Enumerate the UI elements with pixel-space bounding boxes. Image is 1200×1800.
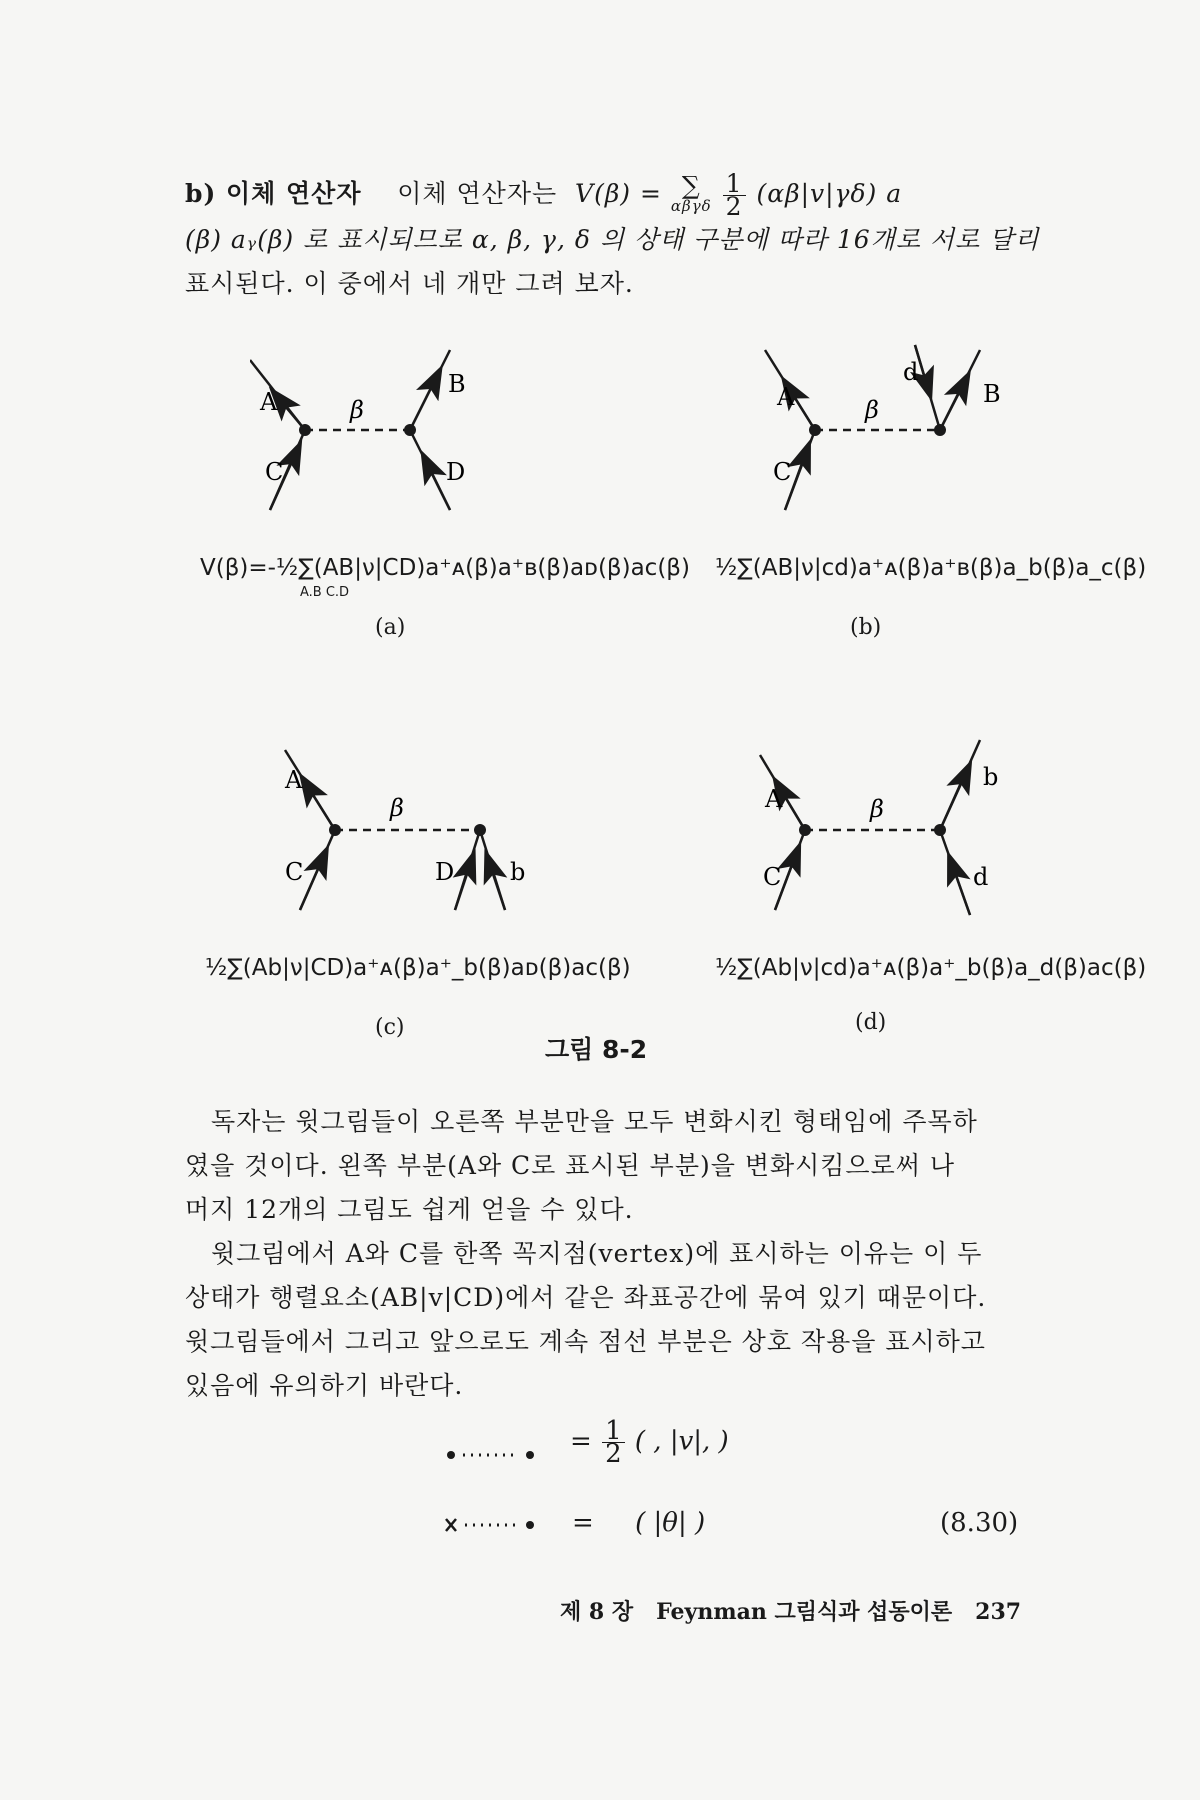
intro-line-3: 표시된다. 이 중에서 네 개만 그려 보자. bbox=[185, 269, 634, 298]
feynman-diagram-c bbox=[260, 740, 560, 920]
footer-page-number: 237 bbox=[975, 1599, 1022, 1625]
page-footer bbox=[560, 1595, 1021, 1626]
body-line: 윗그림에서 A와 C를 한쪽 꼭지점(vertex)에 표시하는 이유는 이 두 bbox=[211, 1239, 983, 1268]
legend-row-2 bbox=[572, 1508, 705, 1538]
body-line: 윗그림들에서 그리고 앞으로도 계속 점선 부분은 상호 작용을 표시하고 bbox=[185, 1327, 986, 1356]
caption-d: (d) bbox=[855, 1010, 887, 1035]
equation-number: (8.30) bbox=[940, 1508, 1019, 1538]
label-right-bottom: D bbox=[446, 458, 466, 486]
vertex-dot bbox=[809, 424, 821, 436]
half-denominator: 2 bbox=[725, 192, 743, 221]
caption-a: (a) bbox=[375, 615, 406, 640]
intro-tail: (αβ|v|γδ) a bbox=[756, 179, 903, 208]
feynman-diagram-d bbox=[745, 735, 1045, 920]
cross-vertex-legend bbox=[445, 1515, 545, 1535]
equals-sign: = bbox=[570, 1426, 592, 1457]
label-right-top: b bbox=[983, 763, 999, 791]
formula-d: ½∑(Ab|ν|cd)a⁺ᴀ(β)a⁺_b(β)a_d(β)aᴄ(β) bbox=[715, 955, 1147, 981]
intro-line-1 bbox=[185, 169, 1045, 221]
label-left-bottom: C bbox=[773, 458, 792, 486]
label-right-top: B bbox=[983, 380, 1001, 408]
arrow-icon bbox=[781, 790, 805, 830]
half-numerator: 1 bbox=[723, 173, 746, 196]
section-heading: b) 이체 연산자 bbox=[185, 179, 362, 208]
equals-sign: = bbox=[572, 1508, 594, 1538]
vertex-dot bbox=[299, 424, 311, 436]
label-line: β bbox=[870, 795, 884, 823]
intro-line-2: (β) aᵧ(β) 로 표시되므로 α, β, γ, δ 의 상태 구분에 따라 16개로 서로 달리 bbox=[185, 225, 1040, 254]
body-paragraph-1 bbox=[185, 1100, 1045, 1232]
label-line: β bbox=[390, 794, 404, 822]
arrow-icon bbox=[410, 380, 435, 430]
label-line: β bbox=[350, 396, 364, 424]
label-left-bottom: C bbox=[265, 458, 284, 486]
figure-title: 그림 8-2 bbox=[545, 1035, 648, 1064]
feynman-diagram-b bbox=[735, 340, 1035, 520]
legend-rhs: ( , |v|, ) bbox=[634, 1426, 729, 1457]
body-paragraph-2 bbox=[185, 1232, 1045, 1408]
body-line: 상태가 행렬요소(AB|v|CD)에서 같은 좌표공간에 묶여 있기 때문이다. bbox=[185, 1283, 987, 1312]
footer-title: Feynman 그림식과 섭동이론 bbox=[656, 1599, 953, 1625]
vertex-dot bbox=[404, 424, 416, 436]
legend-den: 2 bbox=[605, 1439, 622, 1469]
label-left-top: A bbox=[260, 388, 278, 416]
legend-row-1 bbox=[570, 1416, 729, 1469]
dotted-vertex-legend bbox=[445, 1445, 545, 1465]
legend-rhs: ( |θ| ) bbox=[635, 1508, 706, 1538]
formula-c: ½∑(Ab|ν|CD)a⁺ᴀ(β)a⁺_b(β)aᴅ(β)aᴄ(β) bbox=[205, 955, 631, 981]
arrow-icon bbox=[940, 385, 963, 430]
feynman-diagram-a bbox=[250, 340, 550, 520]
label-right-top: B bbox=[448, 370, 466, 398]
body-line: 머지 12개의 그림도 쉽게 얻을 수 있다. bbox=[185, 1195, 634, 1224]
legend-fraction bbox=[602, 1416, 625, 1469]
arrow-icon bbox=[940, 775, 965, 830]
arrow-icon bbox=[455, 865, 470, 910]
intro-text: 이체 연산자는 bbox=[397, 179, 558, 208]
vertex-dot bbox=[799, 824, 811, 836]
arrow-icon bbox=[953, 867, 970, 915]
label-right-bottom: d bbox=[903, 358, 919, 386]
caption-b: (b) bbox=[850, 615, 882, 640]
caption-c: (c) bbox=[375, 1015, 405, 1040]
arrow-icon bbox=[490, 865, 505, 910]
vertex-dot bbox=[329, 824, 341, 836]
legend-num: 1 bbox=[602, 1420, 625, 1443]
body-line: 있음에 유의하기 바란다. bbox=[185, 1371, 464, 1400]
label-left-top: A bbox=[777, 383, 795, 411]
label-line: β bbox=[865, 396, 879, 424]
vertex-dot bbox=[474, 824, 486, 836]
sum-symbol: ∑ αβγδ bbox=[670, 170, 712, 215]
vertex-dot bbox=[934, 824, 946, 836]
formula-a-sub: A.B C.D bbox=[300, 585, 350, 600]
label-left-bottom: C bbox=[763, 863, 782, 891]
footer-chapter: 제 8 장 bbox=[560, 1599, 634, 1625]
arrow-icon bbox=[308, 787, 335, 830]
intro-paragraph bbox=[185, 169, 1045, 306]
sum-index: αβγδ bbox=[670, 196, 712, 215]
body-line: 였을 것이다. 왼쪽 부분(A와 C로 표시된 부분)을 변화시킴으로써 나 bbox=[185, 1151, 955, 1180]
label-left-top: A bbox=[285, 766, 303, 794]
vertex-dot bbox=[934, 424, 946, 436]
label-left-top: A bbox=[765, 785, 783, 813]
body-line: 독자는 윗그림들이 오른쪽 부분만을 모두 변화시킨 형태임에 주목하 bbox=[211, 1107, 978, 1136]
formula-b: ½∑(AB|ν|cd)a⁺ᴀ(β)a⁺ʙ(β)a_b(β)a_c(β) bbox=[715, 555, 1147, 581]
half-fraction bbox=[723, 169, 746, 221]
formula-a: V(β)=-½∑(AB|ν|CD)a⁺ᴀ(β)a⁺ʙ(β)aᴅ(β)aᴄ(β) bbox=[200, 555, 690, 581]
label-right-bottom: D bbox=[435, 858, 455, 886]
label-right-bottom: d bbox=[973, 863, 989, 891]
label-right-top: b bbox=[510, 858, 526, 886]
label-left-bottom: C bbox=[285, 858, 304, 886]
operator-symbol: V(β) = bbox=[575, 179, 671, 208]
